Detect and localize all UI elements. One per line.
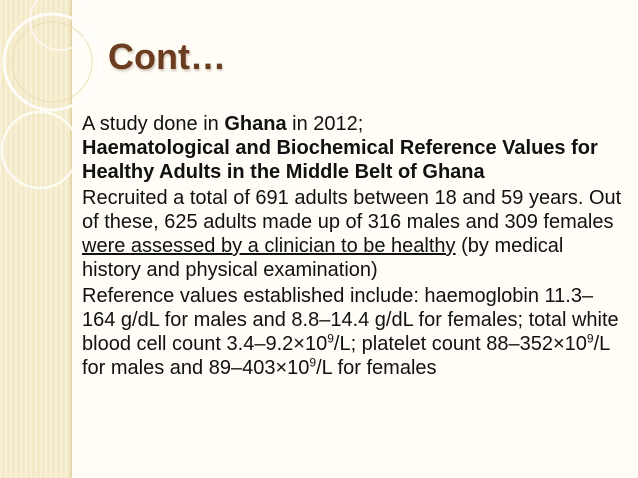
exponent-2: 9 [586,331,594,346]
study-year: in 2012; [286,113,364,135]
study-intro: A study done in [82,113,225,135]
recruitment-text-end: (by medical history and physical examination) [82,235,564,281]
bullet-item-study [64,112,624,184]
study-title: Haematological and Biochemical Reference Values for Healthy Adults in the Middle Belt of Ghana [82,137,598,183]
reference-text-3: /L for males and 89–403×10 [82,333,610,379]
decorative-side-panel [0,0,70,478]
bullet-list [64,112,624,382]
slide-title: Cont… [108,36,226,77]
exponent-3: 9 [309,355,317,370]
reference-text-2: /L; platelet count 88–352×10 [333,333,587,355]
reference-text-4: /L for females [316,357,437,379]
recruitment-text: Recruited a total of 691 adults between 18 and 59 years. Out of these, 625 adults made up of 316 males and 309 females [82,187,622,233]
bullet-item-reference-values [64,284,624,380]
exponent-1: 9 [327,331,334,346]
recruitment-underlined-text: were assessed by a clinician to be healthy [82,235,456,257]
bullet-item-recruitment [64,186,624,282]
study-country: Ghana [224,113,287,135]
reference-text-1: Reference values established include: haemoglobin 11.3–164 g/dL for males and 8.8–14.4 g/dL for females; total white blood cell count 3.4–9.2×10 [82,285,619,355]
